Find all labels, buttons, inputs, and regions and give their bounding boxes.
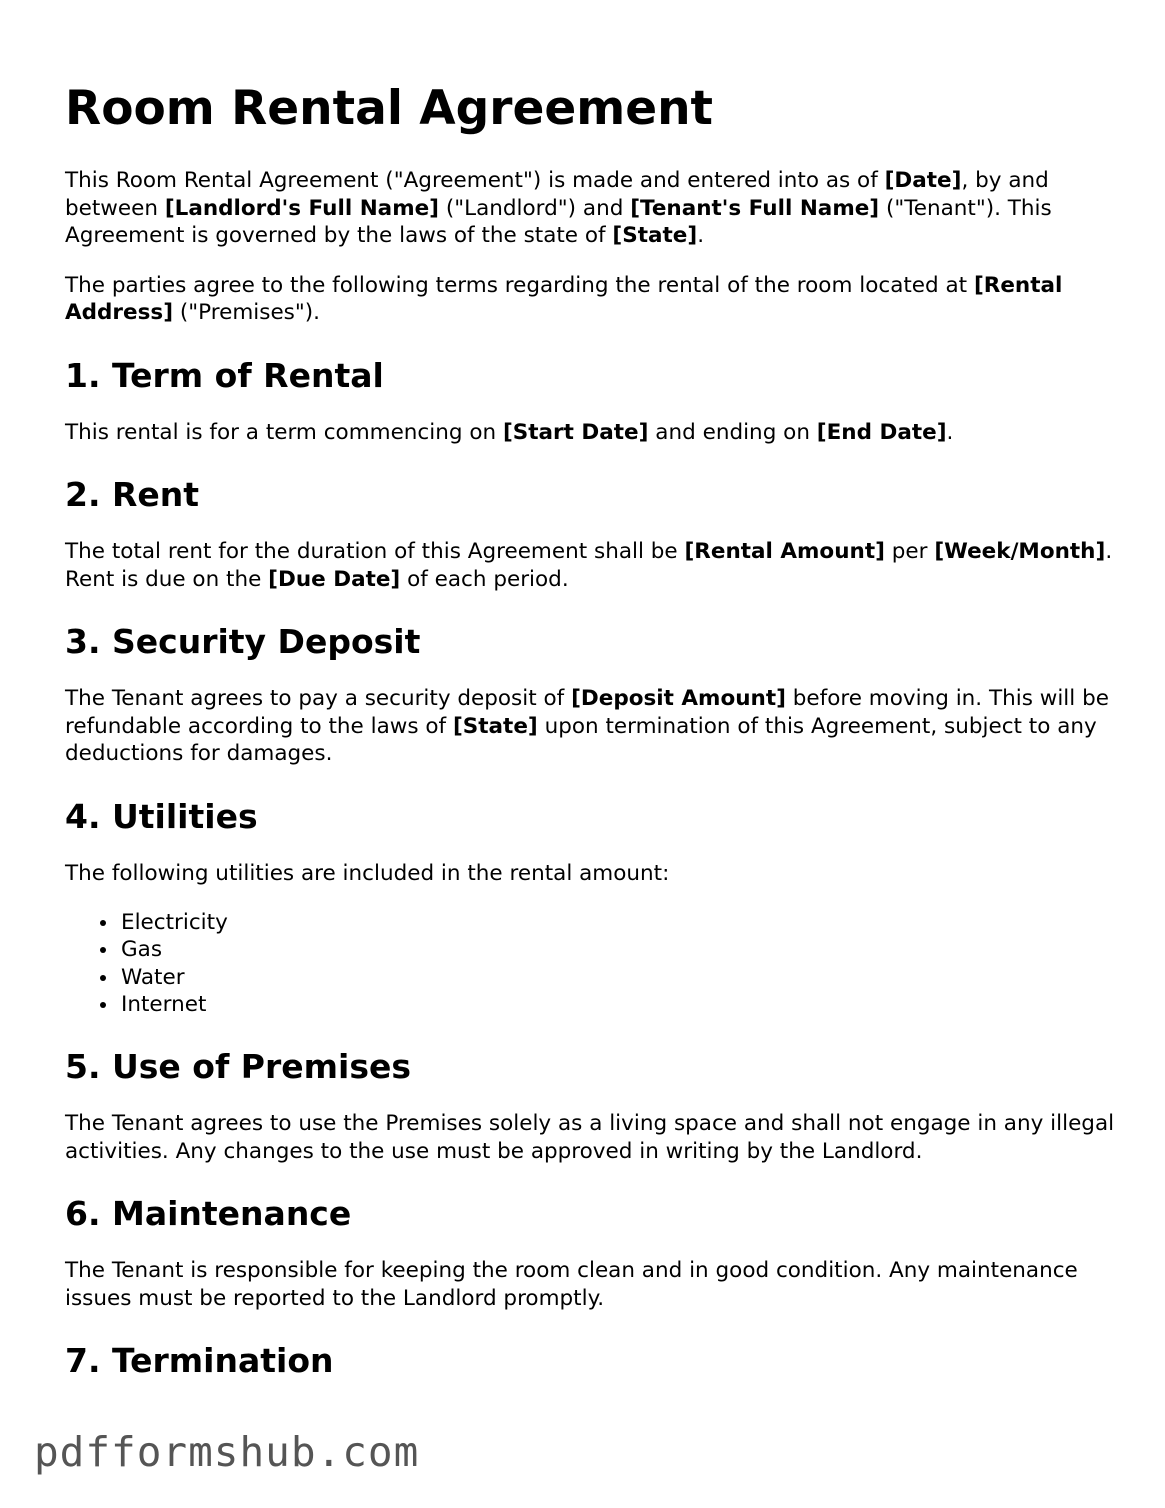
watermark: pdfformshub.com — [34, 1428, 420, 1476]
tenant-name-placeholder: [Tenant's Full Name] — [630, 195, 880, 221]
section-text-use: The Tenant agrees to use the Premises solely as a living space and shall not engage in any illegal activities. Any changes to the use must be approved in writing by the Landlord. — [65, 1111, 1115, 1164]
section-heading-utilities: 4. Utilities — [65, 796, 258, 836]
list-item: Internet — [121, 991, 1115, 1018]
state-placeholder: [State] — [452, 713, 538, 739]
section-heading-term: 1. Term of Rental — [65, 355, 384, 395]
section-text-rent: The total rent for the duration of this Agreement shall be [Rental Amount] per [Week/Month]. Rent is due on the [Due Date] of each period. — [65, 539, 1113, 592]
document-title: Room Rental Agreement — [65, 81, 714, 136]
end-date-placeholder: [End Date] — [816, 419, 947, 445]
section-text-deposit: The Tenant agrees to pay a security deposit of [Deposit Amount] before moving in. This will be refundable according to the laws of [State] upon termination of this Agreement, subject to any deductions for damages. — [65, 686, 1109, 766]
list-item: Gas — [121, 936, 1115, 963]
section-heading-termination: 7. Termination — [65, 1341, 334, 1381]
section-heading-deposit: 3. Security Deposit — [65, 622, 421, 661]
list-item: Water — [121, 964, 1115, 991]
rent-period-placeholder: [Week/Month] — [934, 539, 1106, 564]
intro-paragraph: This Room Rental Agreement ("Agreement") is made and entered into as of [Date], by and between [Landlord's Full Name] ("Landlord") and [Tenant's Full Name] ("Tenant"). This Agreement is governed by the laws of the state of [State]. — [65, 168, 1052, 248]
date-placeholder: [Date] — [884, 168, 962, 193]
document-page — [65, 0, 1115, 1381]
rental-address-placeholder: [Rental Address] — [65, 272, 1063, 325]
section-text-term: This rental is for a term commencing on [Start Date] and ending on [End Date]. — [65, 419, 954, 445]
section-heading-rent: 2. Rent — [65, 475, 200, 514]
state-placeholder: [State] — [612, 223, 698, 248]
section-heading-use: 5. Use of Premises — [65, 1047, 412, 1087]
rental-amount-placeholder: [Rental Amount] — [684, 539, 885, 564]
section-text-maintenance: The Tenant is responsible for keeping the room clean and in good condition. Any maintenance issues must be reported to the Landlord promptly. — [65, 1258, 1078, 1311]
landlord-name-placeholder: [Landlord's Full Name] — [164, 195, 440, 221]
list-item: Electricity — [121, 909, 1115, 936]
section-heading-maintenance: 6. Maintenance — [65, 1194, 352, 1234]
section-text-utilities: The following utilities are included in the rental amount: — [65, 860, 670, 886]
deposit-amount-placeholder: [Deposit Amount] — [571, 686, 786, 711]
due-date-placeholder: [Due Date] — [268, 566, 401, 592]
start-date-placeholder: [Start Date] — [502, 419, 649, 445]
premises-paragraph: The parties agree to the following terms regarding the rental of the room located at [Rental Address] ("Premises"). — [65, 272, 1063, 325]
utilities-list — [65, 909, 1115, 1018]
